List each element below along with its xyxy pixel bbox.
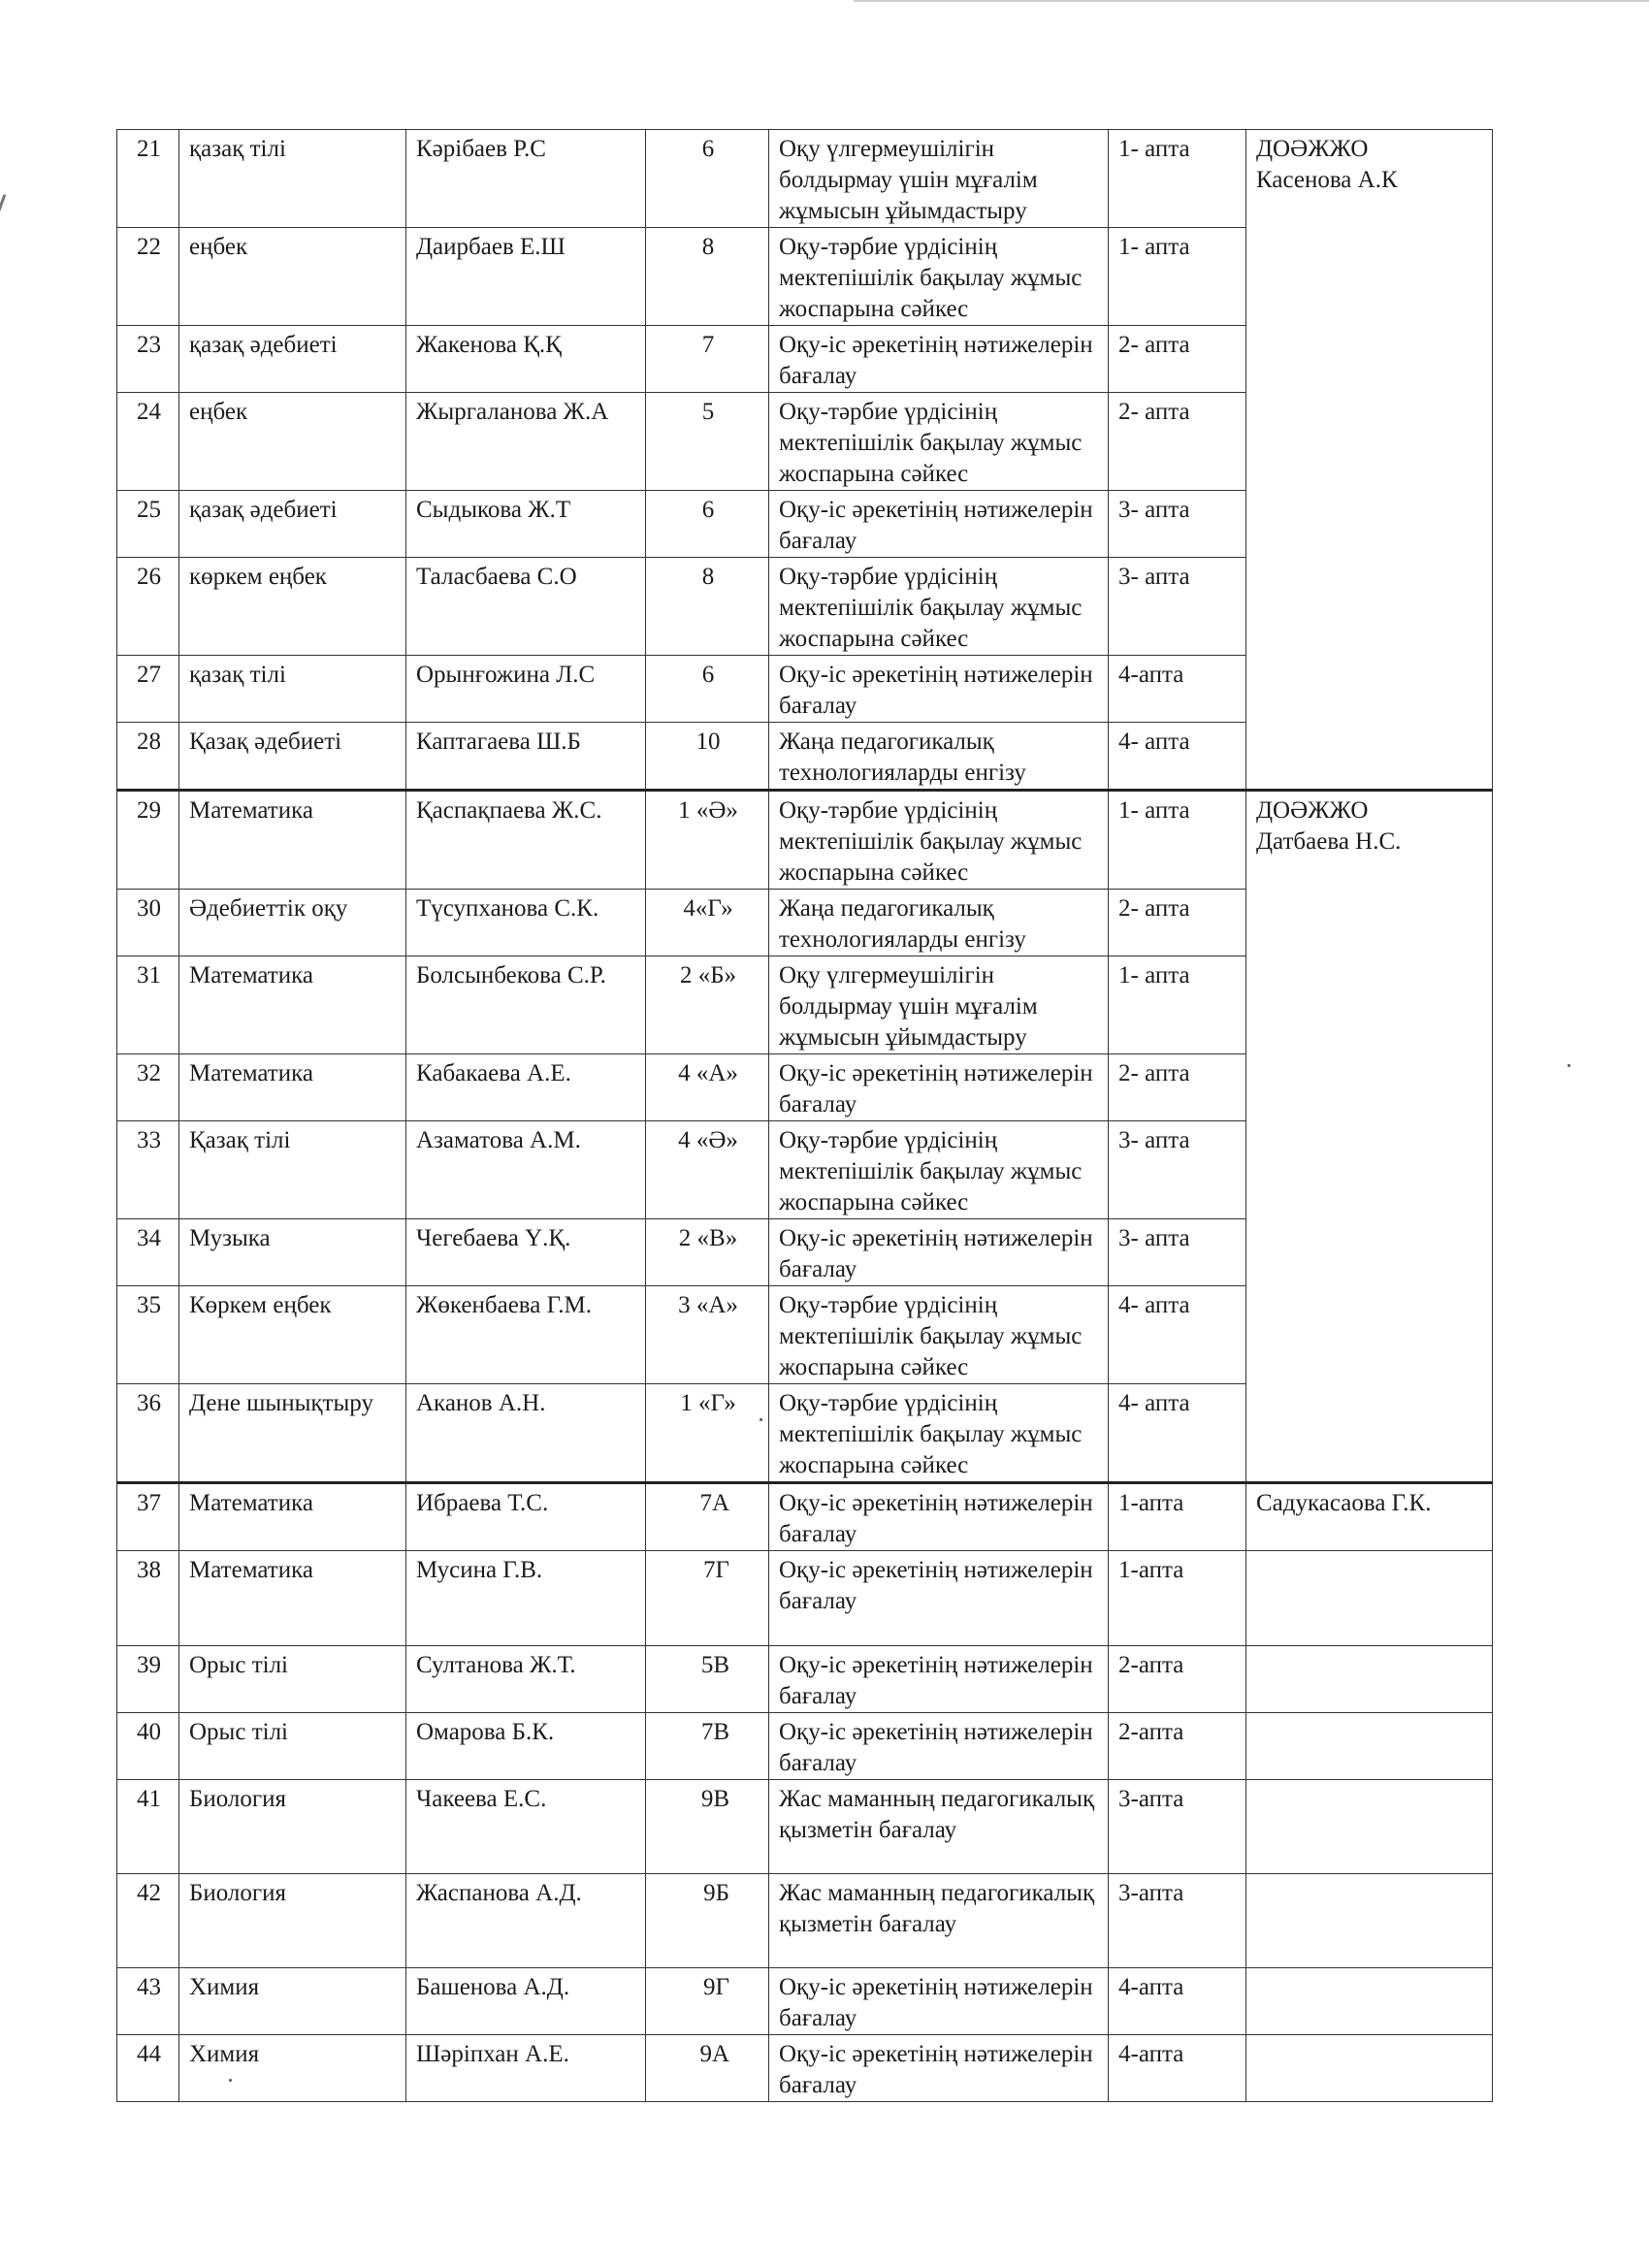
scan-artifact (0, 194, 6, 213)
teacher-cell: Жаспанова А.Д. (406, 1874, 646, 1968)
teacher-cell: Қаспақпаева Ж.С. (406, 791, 646, 890)
responsible-line: Датбаева Н.С. (1256, 828, 1402, 855)
class-cell: 7 (646, 326, 769, 393)
class-cell: 9Б (646, 1874, 769, 1968)
goal-cell: Жаңа педагогикалық технологияларды енгізу (769, 723, 1109, 791)
table-row (117, 1780, 1493, 1874)
subject-cell: Химия (179, 1968, 406, 2035)
row-number-cell: 35 (117, 1286, 179, 1384)
week-cell: 3- апта (1109, 1219, 1246, 1286)
class-cell: 9Г (646, 1968, 769, 2035)
goal-cell: Оқу-тәрбие үрдісінің мектепішілік бақылау жұмыс жоспарына сәйкес (769, 393, 1109, 491)
class-cell: 9А (646, 2035, 769, 2102)
subject-cell: Қазақ әдебиеті (179, 723, 406, 791)
goal-cell: Оқу-тәрбие үрдісінің мектепішілік бақылау жұмыс жоспарына сәйкес (769, 1384, 1109, 1483)
row-number-cell: 21 (117, 130, 179, 228)
table-row (117, 1713, 1493, 1780)
class-cell: 4«Г» (646, 890, 769, 956)
goal-cell: Оқу-іс әрекетінің нәтижелерін бағалау (769, 1054, 1109, 1121)
responsible-line: ДОӘЖЖО (1256, 136, 1369, 162)
class-cell: 4 «А» (646, 1054, 769, 1121)
table-body (117, 130, 1493, 2102)
class-cell: 7В (646, 1713, 769, 1780)
responsible-cell (1246, 1646, 1493, 1713)
subject-cell: Химия (179, 2035, 406, 2102)
teacher-cell: Ибраева Т.С. (406, 1483, 646, 1551)
class-cell: 6 (646, 491, 769, 558)
subject-cell: Биология (179, 1874, 406, 1968)
goal-cell: Оқу-іс әрекетінің нәтижелерін бағалау (769, 2035, 1109, 2102)
week-cell: 1-апта (1109, 1483, 1246, 1551)
row-number-cell: 30 (117, 890, 179, 956)
subject-cell: еңбек (179, 393, 406, 491)
teacher-cell: Таласбаева С.О (406, 558, 646, 656)
class-cell: 8 (646, 558, 769, 656)
teacher-cell: Жыргаланова Ж.А (406, 393, 646, 491)
subject-cell: еңбек (179, 228, 406, 326)
row-number-cell: 36 (117, 1384, 179, 1483)
goal-cell: Жас маманның педагогикалық қызметін бағалау (769, 1780, 1109, 1874)
goal-cell: Оқу үлгермеушілігін болдырмау үшін мұғалім жұмысын ұйымдастыру (769, 956, 1109, 1054)
subject-cell: Биология (179, 1780, 406, 1874)
week-cell: 2- апта (1109, 890, 1246, 956)
row-number-cell: 41 (117, 1780, 179, 1874)
row-number-cell: 22 (117, 228, 179, 326)
subject-cell: Әдебиеттік оқу (179, 890, 406, 956)
row-number-cell: 37 (117, 1483, 179, 1551)
row-number-cell: 28 (117, 723, 179, 791)
class-cell: 7А (646, 1483, 769, 1551)
responsible-line: Касенова А.К (1256, 167, 1398, 193)
table-row (117, 130, 1493, 228)
subject-cell: Математика (179, 956, 406, 1054)
class-cell: 5В (646, 1646, 769, 1713)
class-cell: 8 (646, 228, 769, 326)
goal-cell: Оқу-іс әрекетінің нәтижелерін бағалау (769, 1646, 1109, 1713)
week-cell: 2- апта (1109, 1054, 1246, 1121)
subject-cell: Математика (179, 791, 406, 890)
week-cell: 2-апта (1109, 1646, 1246, 1713)
goal-cell: Оқу-тәрбие үрдісінің мектепішілік бақылау жұмыс жоспарына сәйкес (769, 228, 1109, 326)
subject-cell: Қазақ тілі (179, 1121, 406, 1219)
week-cell: 3- апта (1109, 558, 1246, 656)
class-cell: 7Г (646, 1551, 769, 1646)
week-cell: 4-апта (1109, 1968, 1246, 2035)
week-cell: 3- апта (1109, 491, 1246, 558)
scan-artifact (854, 0, 1649, 2)
goal-cell: Оқу-тәрбие үрдісінің мектепішілік бақылау жұмыс жоспарына сәйкес (769, 791, 1109, 890)
class-cell: 1 «Г» (646, 1384, 769, 1483)
row-number-cell: 39 (117, 1646, 179, 1713)
table-row (117, 2035, 1493, 2102)
class-cell: 2 «В» (646, 1219, 769, 1286)
row-number-cell: 34 (117, 1219, 179, 1286)
subject-cell: Математика (179, 1483, 406, 1551)
subject-cell: қазақ тілі (179, 130, 406, 228)
week-cell: 4-апта (1109, 656, 1246, 723)
subject-cell: Орыс тілі (179, 1646, 406, 1713)
goal-cell: Оқу-іс әрекетінің нәтижелерін бағалау (769, 656, 1109, 723)
table-row (117, 1874, 1493, 1968)
goal-cell: Оқу-іс әрекетінің нәтижелерін бағалау (769, 1968, 1109, 2035)
subject-cell: көркем еңбек (179, 558, 406, 656)
week-cell: 2- апта (1109, 326, 1246, 393)
responsible-cell (1246, 130, 1493, 791)
teacher-cell: Жакенова Қ.Қ (406, 326, 646, 393)
class-cell: 6 (646, 656, 769, 723)
class-cell: 1 «Ә» (646, 791, 769, 890)
teacher-cell: Омарова Б.К. (406, 1713, 646, 1780)
week-cell: 1- апта (1109, 956, 1246, 1054)
teacher-cell: Султанова Ж.Т. (406, 1646, 646, 1713)
goal-cell: Жас маманның педагогикалық қызметін бағалау (769, 1874, 1109, 1968)
teacher-cell: Орынғожина Л.С (406, 656, 646, 723)
goal-cell: Оқу-іс әрекетінің нәтижелерін бағалау (769, 1219, 1109, 1286)
row-number-cell: 29 (117, 791, 179, 890)
teacher-cell: Чакеева Е.С. (406, 1780, 646, 1874)
table-row (117, 791, 1493, 890)
teacher-cell: Даирбаев Е.Ш (406, 228, 646, 326)
teacher-cell: Шәріпхан А.Е. (406, 2035, 646, 2102)
subject-cell: қазақ әдебиеті (179, 491, 406, 558)
responsible-cell (1246, 1874, 1493, 1968)
goal-cell: Оқу-тәрбие үрдісінің мектепішілік бақылау жұмыс жоспарына сәйкес (769, 1286, 1109, 1384)
row-number-cell: 32 (117, 1054, 179, 1121)
goal-cell: Оқу-іс әрекетінің нәтижелерін бағалау (769, 326, 1109, 393)
week-cell: 3- апта (1109, 1121, 1246, 1219)
subject-cell: Музыка (179, 1219, 406, 1286)
row-number-cell: 25 (117, 491, 179, 558)
class-cell: 9В (646, 1780, 769, 1874)
responsible-cell (1246, 2035, 1493, 2102)
class-cell: 2 «Б» (646, 956, 769, 1054)
scan-speck (1568, 1064, 1570, 1067)
week-cell: 2- апта (1109, 393, 1246, 491)
week-cell: 4- апта (1109, 1384, 1246, 1483)
class-cell: 10 (646, 723, 769, 791)
week-cell: 1- апта (1109, 791, 1246, 890)
week-cell: 4- апта (1109, 1286, 1246, 1384)
row-number-cell: 26 (117, 558, 179, 656)
goal-cell: Оқу-іс әрекетінің нәтижелерін бағалау (769, 1713, 1109, 1780)
teacher-cell: Кәрібаев Р.С (406, 130, 646, 228)
row-number-cell: 44 (117, 2035, 179, 2102)
week-cell: 4-апта (1109, 2035, 1246, 2102)
teacher-cell: Башенова А.Д. (406, 1968, 646, 2035)
responsible-cell (1246, 1968, 1493, 2035)
subject-cell: Дене шынықтыру (179, 1384, 406, 1483)
row-number-cell: 38 (117, 1551, 179, 1646)
subject-cell: Көркем еңбек (179, 1286, 406, 1384)
subject-cell: Математика (179, 1054, 406, 1121)
responsible-cell (1246, 791, 1493, 1483)
table-container (116, 129, 1493, 2102)
teacher-cell: Түсупханова С.К. (406, 890, 646, 956)
subject-cell: Орыс тілі (179, 1713, 406, 1780)
row-number-cell: 23 (117, 326, 179, 393)
responsible-cell (1246, 1713, 1493, 1780)
row-number-cell: 27 (117, 656, 179, 723)
teacher-cell: Жөкенбаева Г.М. (406, 1286, 646, 1384)
class-cell: 5 (646, 393, 769, 491)
teacher-cell: Кабакаева А.Е. (406, 1054, 646, 1121)
row-number-cell: 40 (117, 1713, 179, 1780)
subject-cell: Математика (179, 1551, 406, 1646)
table-row (117, 1968, 1493, 2035)
class-cell: 4 «Ә» (646, 1121, 769, 1219)
week-cell: 3-апта (1109, 1780, 1246, 1874)
goal-cell: Оқу-іс әрекетінің нәтижелерін бағалау (769, 1483, 1109, 1551)
teacher-cell: Каптагаева Ш.Б (406, 723, 646, 791)
row-number-cell: 42 (117, 1874, 179, 1968)
row-number-cell: 24 (117, 393, 179, 491)
teacher-cell: Мусина Г.В. (406, 1551, 646, 1646)
week-cell: 3-апта (1109, 1874, 1246, 1968)
teacher-cell: Чегебаева Ү.Қ. (406, 1219, 646, 1286)
goal-cell: Оқу үлгермеушілігін болдырмау үшін мұғалім жұмысын ұйымдастыру (769, 130, 1109, 228)
subject-cell: қазақ тілі (179, 656, 406, 723)
goal-cell: Оқу-тәрбие үрдісінің мектепішілік бақылау жұмыс жоспарына сәйкес (769, 1121, 1109, 1219)
goal-cell: Оқу-іс әрекетінің нәтижелерін бағалау (769, 491, 1109, 558)
row-number-cell: 33 (117, 1121, 179, 1219)
week-cell: 2-апта (1109, 1713, 1246, 1780)
class-cell: 3 «А» (646, 1286, 769, 1384)
responsible-cell (1246, 1551, 1493, 1646)
subject-cell: қазақ әдебиеті (179, 326, 406, 393)
teacher-cell: Азаматова А.М. (406, 1121, 646, 1219)
week-cell: 1- апта (1109, 228, 1246, 326)
responsible-cell: Садукасаова Г.К. (1246, 1483, 1493, 1551)
table-row (117, 1483, 1493, 1551)
inspection-plan-table (116, 129, 1493, 2102)
class-cell: 6 (646, 130, 769, 228)
responsible-cell (1246, 1780, 1493, 1874)
week-cell: 1-апта (1109, 1551, 1246, 1646)
goal-cell: Оқу-іс әрекетінің нәтижелерін бағалау (769, 1551, 1109, 1646)
goal-cell: Оқу-тәрбие үрдісінің мектепішілік бақылау жұмыс жоспарына сәйкес (769, 558, 1109, 656)
goal-cell: Жаңа педагогикалық технологияларды енгізу (769, 890, 1109, 956)
table-row (117, 1551, 1493, 1646)
teacher-cell: Болсынбекова С.Р. (406, 956, 646, 1054)
week-cell: 1- апта (1109, 130, 1246, 228)
teacher-cell: Аканов А.Н. (406, 1384, 646, 1483)
week-cell: 4- апта (1109, 723, 1246, 791)
table-row (117, 1646, 1493, 1713)
teacher-cell: Сыдыкова Ж.Т (406, 491, 646, 558)
row-number-cell: 31 (117, 956, 179, 1054)
row-number-cell: 43 (117, 1968, 179, 2035)
responsible-line: ДОӘЖЖО (1256, 797, 1369, 824)
